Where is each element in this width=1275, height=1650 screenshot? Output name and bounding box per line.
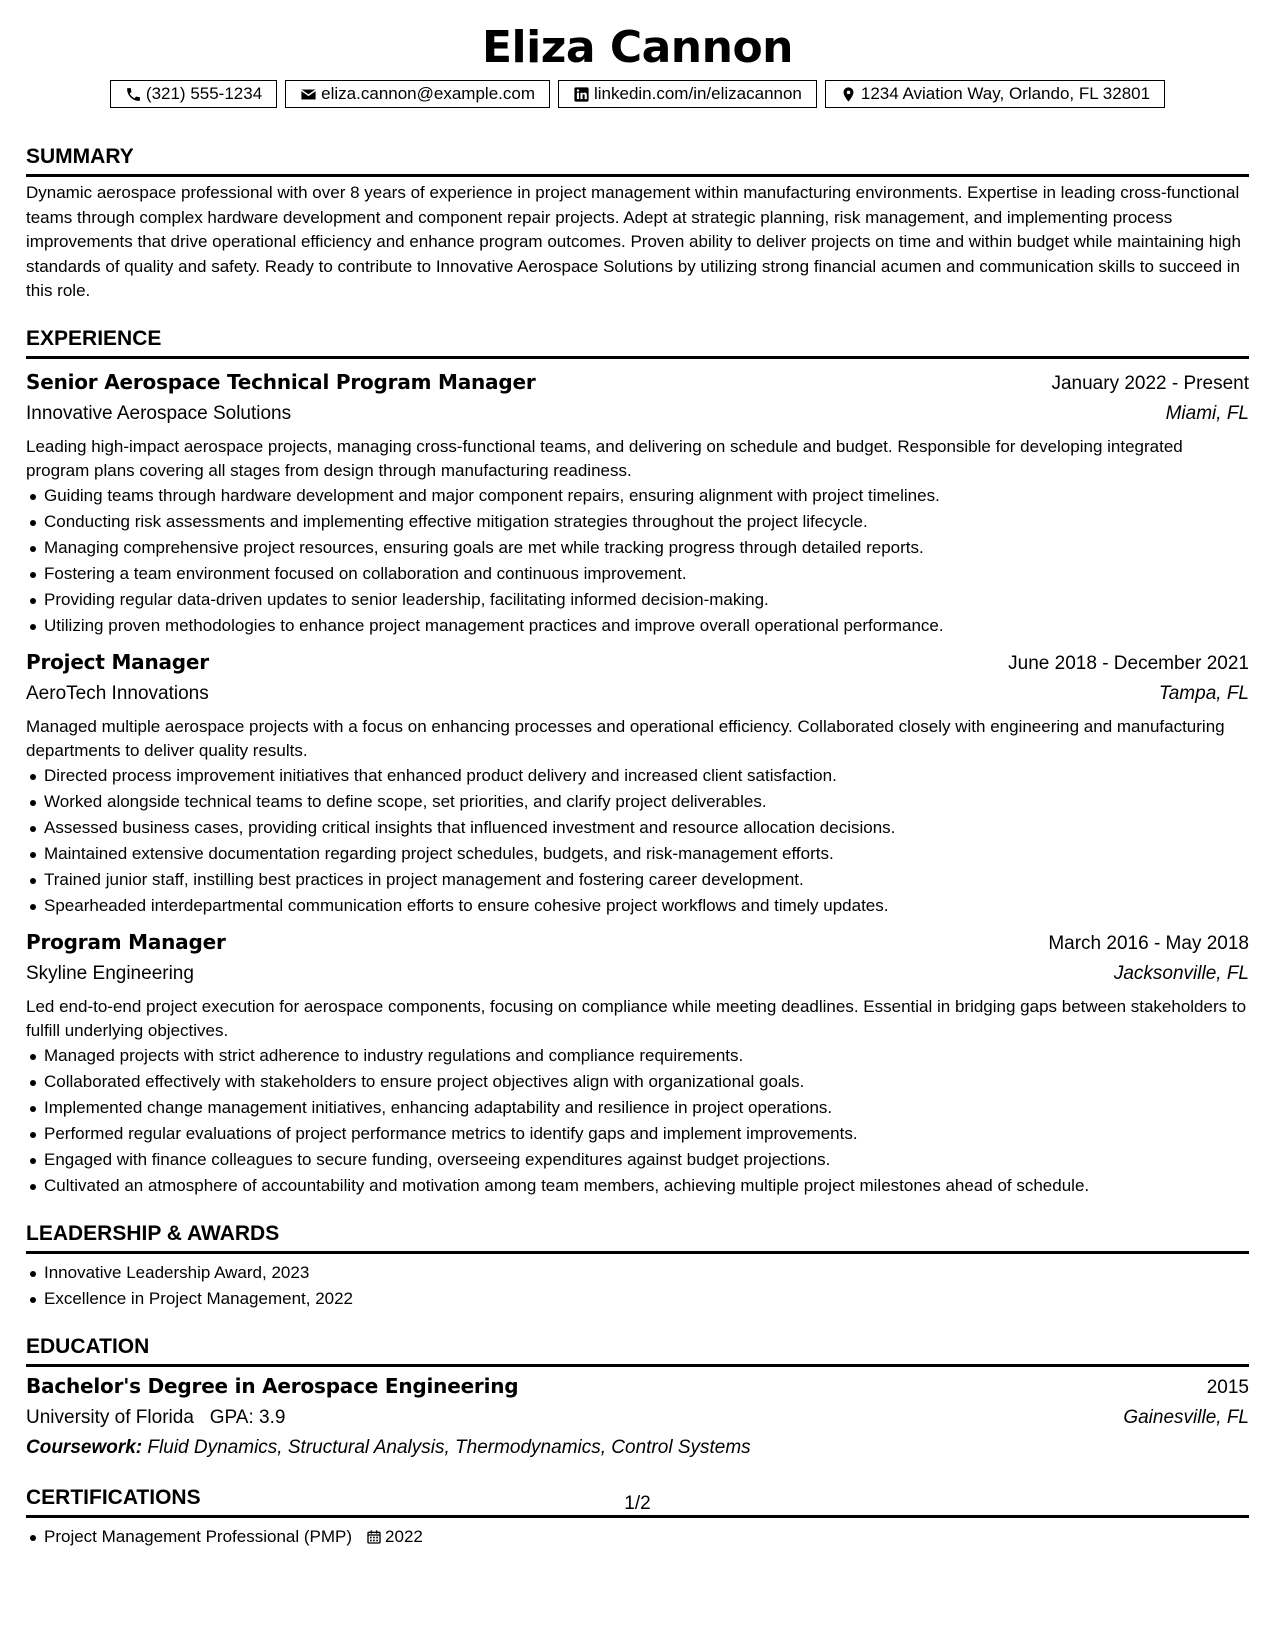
- job-entry: [26, 367, 1249, 639]
- list-item: Conducting risk assessments and implementing effective mitigation strategies throughout the project lifecycle.: [44, 509, 1249, 535]
- coursework-label: Coursework:: [26, 1436, 143, 1458]
- job-bullets: [26, 483, 1249, 639]
- list-item: Engaged with finance colleagues to secure funding, overseeing expenditures against budget projections.: [44, 1147, 1249, 1173]
- address-chip: [825, 80, 1165, 108]
- list-item: [44, 1524, 1249, 1550]
- section-title: EDUCATION: [26, 1334, 1249, 1367]
- summary-section: [26, 144, 1249, 304]
- job-bullets: [26, 1043, 1249, 1199]
- phone-text: (321) 555-1234: [145, 84, 263, 103]
- email-chip[interactable]: [285, 80, 550, 108]
- contact-bar: [26, 80, 1249, 108]
- cert-year: 2022: [385, 1526, 423, 1546]
- calendar-icon: [366, 1529, 382, 1545]
- gpa: GPA: 3.9: [209, 1406, 286, 1428]
- section-title: LEADERSHIP & AWARDS: [26, 1221, 1249, 1254]
- job-company: Innovative Aerospace Solutions: [26, 402, 292, 424]
- job-location: Miami, FL: [1165, 402, 1249, 424]
- phone-icon: [125, 86, 142, 103]
- list-item: Fostering a team environment focused on collaboration and continuous improvement.: [44, 561, 1249, 587]
- list-item: Utilizing proven methodologies to enhance project management practices and improve overall operational performance.: [44, 613, 1249, 639]
- job-company: Skyline Engineering: [26, 962, 194, 984]
- list-item: Directed process improvement initiatives that enhanced product delivery and increased client satisfaction.: [44, 763, 1249, 789]
- job-dates: January 2022 - Present: [1051, 372, 1249, 394]
- job-location: Tampa, FL: [1158, 682, 1249, 704]
- job-location: Jacksonville, FL: [1113, 962, 1249, 984]
- phone-chip: [110, 80, 277, 108]
- linkedin-icon: [573, 86, 590, 103]
- map-pin-icon: [840, 86, 857, 103]
- address-text: 1234 Aviation Way, Orlando, FL 32801: [860, 84, 1151, 103]
- job-bullets: [26, 763, 1249, 919]
- degree-title: Bachelor's Degree in Aerospace Engineering: [26, 1373, 519, 1398]
- certifications-list: [26, 1524, 1249, 1550]
- list-item: Spearheaded interdepartmental communication efforts to ensure cohesive project workflows and timely updates.: [44, 893, 1249, 919]
- list-item: Trained junior staff, instilling best practices in project management and fostering career development.: [44, 867, 1249, 893]
- list-item: Collaborated effectively with stakeholders to ensure project objectives align with organizational goals.: [44, 1069, 1249, 1095]
- job-entry: [26, 647, 1249, 919]
- job-entry: [26, 927, 1249, 1199]
- section-title: CERTIFICATIONS: [26, 1485, 1249, 1518]
- list-item: Performed regular evaluations of project performance metrics to identify gaps and implement improvements.: [44, 1121, 1249, 1147]
- coursework-text: Fluid Dynamics, Structural Analysis, Thermodynamics, Control Systems: [147, 1436, 751, 1458]
- graduation-year: 2015: [1206, 1376, 1249, 1398]
- list-item: Excellence in Project Management, 2022: [44, 1286, 1249, 1312]
- list-item: Guiding teams through hardware development and major component repairs, ensuring alignment with project timelines.: [44, 483, 1249, 509]
- school-name: University of Florida: [26, 1406, 194, 1428]
- list-item: Managed projects with strict adherence to industry regulations and compliance requirements.: [44, 1043, 1249, 1069]
- education-entry: [26, 1371, 1249, 1463]
- experience-section: [26, 326, 1249, 1199]
- resume-page: [26, 22, 1249, 1550]
- job-dates: June 2018 - December 2021: [1008, 652, 1249, 674]
- job-dates: March 2016 - May 2018: [1048, 932, 1249, 954]
- list-item: Innovative Leadership Award, 2023: [44, 1260, 1249, 1286]
- job-title: Senior Aerospace Technical Program Manager: [26, 369, 536, 394]
- linkedin-chip[interactable]: [558, 80, 817, 108]
- job-description: Managed multiple aerospace projects with a focus on enhancing processes and operational efficiency. Collaborated closely with engineering and manufacturing departments to deliver quality results.: [26, 716, 1225, 760]
- list-item: Worked alongside technical teams to define scope, set priorities, and clarify project deliverables.: [44, 789, 1249, 815]
- coursework: [26, 1433, 1249, 1463]
- job-description: Led end-to-end project execution for aerospace components, focusing on compliance while meeting deadlines. Essential in bridging gaps between stakeholders to fulfill underlying objectives.: [26, 996, 1247, 1040]
- awards-list: [26, 1260, 1249, 1312]
- cert-name: Project Management Professional (PMP): [44, 1526, 353, 1546]
- candidate-name: Eliza Cannon: [481, 22, 794, 73]
- email-text: eliza.cannon@example.com: [321, 84, 535, 103]
- education-section: [26, 1334, 1249, 1463]
- summary-text: Dynamic aerospace professional with over 8 years of experience in project management within manufacturing environments. Expertise in leading cross-functional teams through complex hardware development and component repair projects. Adept at strategic planning, risk management, and implementing process improvements that drive operational efficiency and enhance program outcomes. Proven ability to deliver projects on time and within budget while maintaining high standards of quality and safety. Ready to contribute to Innovative Aerospace Solutions by utilizing strong financial acumen and communication skills to succeed in this role.: [26, 183, 1241, 300]
- list-item: Maintained extensive documentation regarding project schedules, budgets, and risk-management efforts.: [44, 841, 1249, 867]
- linkedin-text: linkedin.com/in/elizacannon: [593, 84, 802, 103]
- page-number: 1/2: [624, 1493, 651, 1514]
- list-item: Cultivated an atmosphere of accountability and motivation among team members, achieving multiple project milestones ahead of schedule.: [44, 1173, 1249, 1199]
- list-item: Providing regular data-driven updates to senior leadership, facilitating informed decision-making.: [44, 587, 1249, 613]
- list-item: Managing comprehensive project resources, ensuring goals are met while tracking progress through detailed reports.: [44, 535, 1249, 561]
- school-location: Gainesville, FL: [1123, 1406, 1249, 1428]
- list-item: Implemented change management initiatives, enhancing adaptability and resilience in project operations.: [44, 1095, 1249, 1121]
- job-title: Program Manager: [26, 929, 226, 954]
- awards-section: [26, 1221, 1249, 1312]
- job-title: Project Manager: [26, 649, 209, 674]
- section-title: EXPERIENCE: [26, 326, 1249, 359]
- job-company: AeroTech Innovations: [26, 682, 209, 704]
- section-title: SUMMARY: [26, 144, 1249, 177]
- email-icon: [300, 86, 317, 103]
- list-item: Assessed business cases, providing critical insights that influenced investment and resource allocation decisions.: [44, 815, 1249, 841]
- job-description: Leading high-impact aerospace projects, managing cross-functional teams, and delivering on schedule and budget. Responsible for developing integrated program plans covering all stages from design through manufacturing readiness.: [26, 436, 1183, 480]
